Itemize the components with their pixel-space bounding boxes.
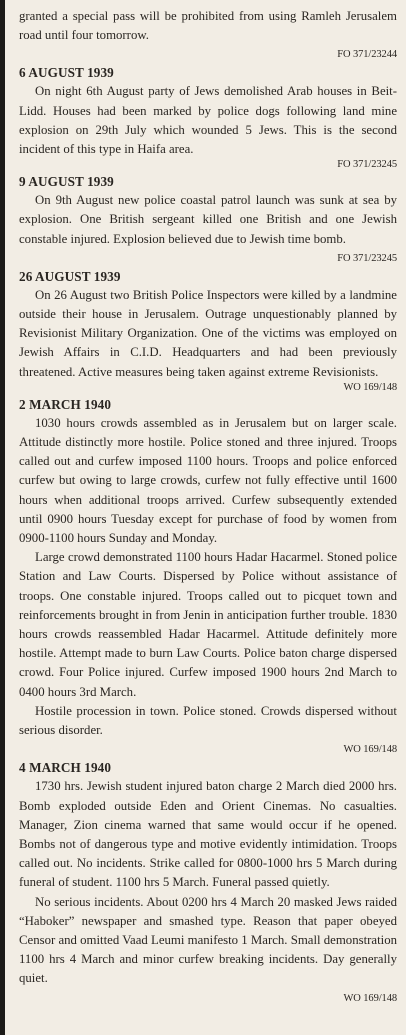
entry-continuation	[19, 7, 397, 61]
entry-4-march-1940	[19, 759, 397, 1004]
entry-paragraph: granted a special pass will be prohibited from using Ramleh Jerusalem road until four tomorrow.	[19, 9, 397, 43]
archive-reference: FO 371/23245	[337, 252, 397, 264]
entry-date-heading: 4 MARCH 1940	[19, 760, 112, 776]
archive-reference: FO 371/23244	[337, 49, 397, 61]
chronology-text	[19, 7, 397, 1008]
entry-paragraph: 1030 hours crowds assembled as in Jerusalem but on larger scale. Attitude distinctly more hostile. Police stoned and three injured. Troops called out and curfew imposed 1100 hours. Troops and police enforced curfew but owing to large crowds, curfew not fully effective until 1600 hours when additional troops arrived. Curfew subsequently extended until 0900 hours Tuesday except for purchase of food by women from 0900-1100 hours Sunday and Monday.	[19, 415, 397, 546]
archive-reference: FO 371/23245	[337, 159, 397, 171]
archive-reference: WO 169/148	[343, 381, 397, 393]
entry-paragraph: On night 6th August party of Jews demolished Arab houses in Beit-Lidd. Houses had been marked by police dogs following land mine explosion on 29th July which wounded 5 Jews. This is the second incident of this type in Haifa area.	[19, 84, 397, 157]
entry-6-august-1939	[19, 64, 397, 171]
entry-9-august-1939	[19, 173, 397, 265]
entry-2-march-1940	[19, 396, 397, 756]
entry-paragraph: On 9th August new police coastal patrol launch was sunk at sea by explosion. One British sergeant killed one British and one Jewish constable injured. Explosion believed due to Jewish time bomb.	[19, 193, 397, 246]
entry-26-august-1939	[19, 268, 397, 394]
entry-paragraph: No serious incidents. About 0200 hrs 4 March 20 masked Jews raided “Haboker” newspaper and smashed type. Reason that paper obeyed Censor and omitted Vaad Leumi manifesto 1 March. Small demonstration 1100 hrs 4 March and minor curfew breaking incidents. Day generally quiet.	[19, 894, 397, 986]
entry-date-heading: 2 MARCH 1940	[19, 396, 112, 412]
entry-date-heading: 9 AUGUST 1939	[19, 174, 114, 190]
page-binding-edge	[0, 0, 5, 1035]
entry-paragraph: Large crowd demonstrated 1100 hours Hadar Hacarmel. Stoned police Station and Law Courts. Dispersed by Police without assistance of troops. One constable injured. Troops called out to picquet town and reinforcements brought in from Jenin in anticipation further trouble. 1830 hours crowds reassembled Hadar Hacarmel. Attitude definitely more hostile. Attempt made to burn Law Courts. Police baton charge dispersed crowd. Four Police injured. Curfew imposed 1900 hours 2nd March to 0400 hours 3rd March.	[19, 550, 397, 699]
entry-paragraph: On 26 August two British Police Inspectors were killed by a landmine outside their house in Jerusalem. Outrage unquestionably planned by Revisionist Military Organization. One of the victims was employed on Jewish Affairs in C.I.D. Headquarters and had been previously threatened. Active measures being taken against extreme Revisionists.	[19, 287, 397, 379]
archive-reference: WO 169/148	[343, 744, 397, 756]
archive-reference: WO 169/148	[343, 992, 397, 1004]
entry-date-heading: 26 AUGUST 1939	[19, 268, 121, 284]
entry-date-heading: 6 AUGUST 1939	[19, 65, 114, 81]
entry-paragraph: Hostile procession in town. Police stoned. Crowds dispersed without serious disorder.	[19, 703, 397, 738]
entry-paragraph: 1730 hrs. Jewish student injured baton charge 2 March died 2000 hrs. Bomb exploded outside Eden and Orient Cinemas. No casualties. Manager, Zion cinema warned that same would occur if he opened. Bombs not of dangerous type and motive evidently intimidation. Troops called out. No incidents. Strike called for 0800-1000 hrs 5 March during funeral of student. 1100 hrs 5 March. Funeral passed quietly.	[19, 779, 397, 890]
